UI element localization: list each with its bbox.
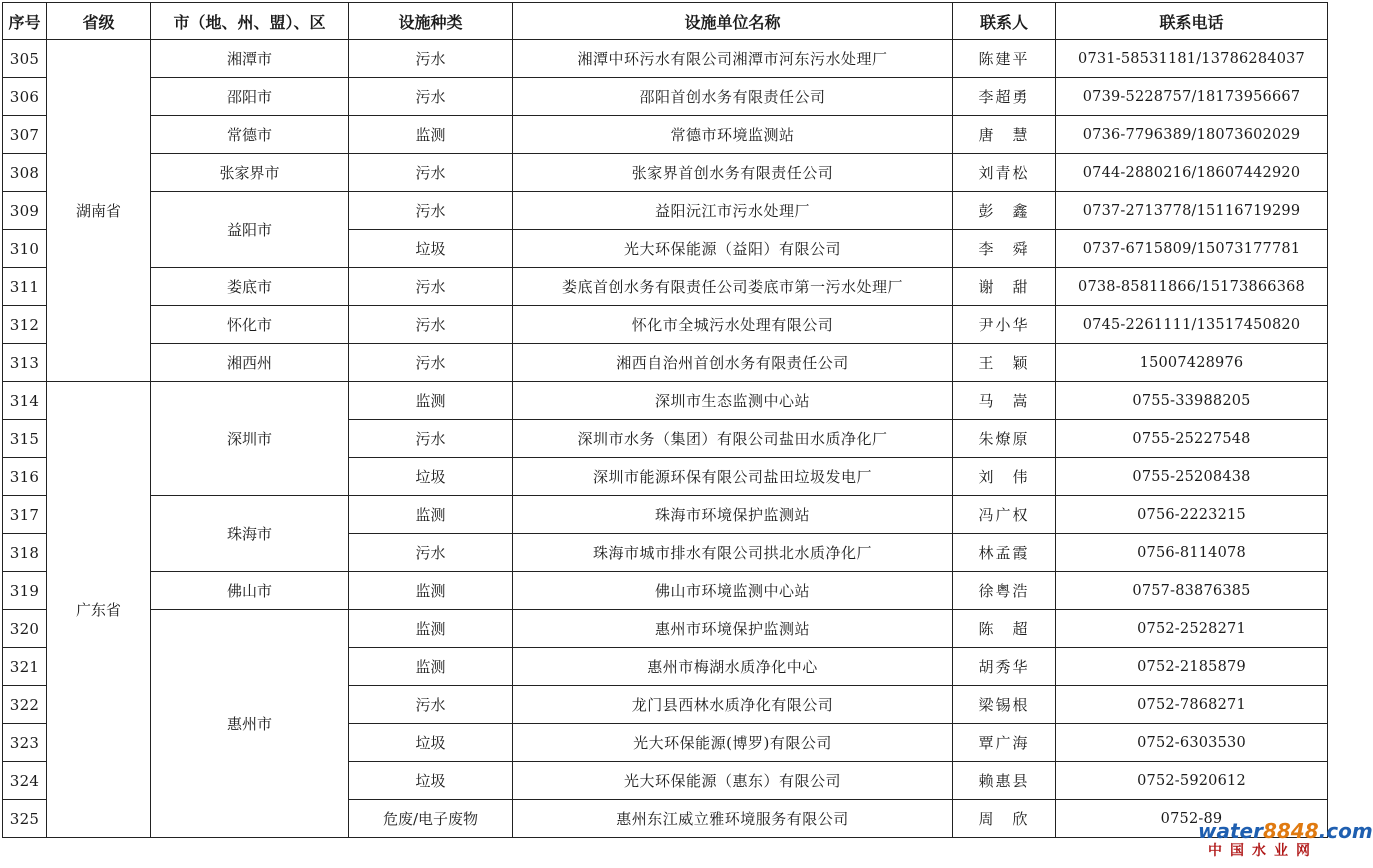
row-number: 306	[3, 78, 47, 116]
table-row	[3, 268, 1328, 306]
city-cell: 怀化市	[151, 306, 349, 344]
contact-cell: 赖惠县	[953, 762, 1056, 800]
row-number: 315	[3, 420, 47, 458]
phone-cell: 0752-7868271	[1056, 686, 1328, 724]
facility-name-cell: 邵阳首创水务有限责任公司	[513, 78, 953, 116]
facility-type-cell: 污水	[349, 268, 513, 306]
facility-type-cell: 监测	[349, 610, 513, 648]
city-cell: 邵阳市	[151, 78, 349, 116]
contact-cell: 周 欣	[953, 800, 1056, 838]
watermark-logo	[1198, 819, 1373, 843]
phone-cell: 0755-33988205	[1056, 382, 1328, 420]
table-row	[3, 40, 1328, 78]
facility-type-cell: 垃圾	[349, 230, 513, 268]
phone-cell: 0755-25208438	[1056, 458, 1328, 496]
header-province: 省级	[47, 3, 151, 40]
phone-cell: 0737-6715809/15073177781	[1056, 230, 1328, 268]
watermark-logo-number: 8848	[1262, 819, 1319, 843]
phone-cell: 0739-5228757/18173956667	[1056, 78, 1328, 116]
header-name: 设施单位名称	[513, 3, 953, 40]
facility-name-cell: 惠州市环境保护监测站	[513, 610, 953, 648]
row-number: 322	[3, 686, 47, 724]
phone-cell: 0731-58531181/13786284037	[1056, 40, 1328, 78]
phone-cell: 0752-6303530	[1056, 724, 1328, 762]
phone-cell: 0738-85811866/15173866368	[1056, 268, 1328, 306]
row-number: 320	[3, 610, 47, 648]
row-number: 312	[3, 306, 47, 344]
city-cell: 张家界市	[151, 154, 349, 192]
facility-name-cell: 光大环保能源（惠东）有限公司	[513, 762, 953, 800]
row-number: 321	[3, 648, 47, 686]
facility-name-cell: 深圳市能源环保有限公司盐田垃圾发电厂	[513, 458, 953, 496]
row-number: 309	[3, 192, 47, 230]
city-cell: 湘潭市	[151, 40, 349, 78]
row-number: 319	[3, 572, 47, 610]
facility-name-cell: 珠海市城市排水有限公司拱北水质净化厂	[513, 534, 953, 572]
contact-cell: 朱燎原	[953, 420, 1056, 458]
header-contact: 联系人	[953, 3, 1056, 40]
phone-cell: 0756-2223215	[1056, 496, 1328, 534]
contact-cell: 王 颖	[953, 344, 1056, 382]
row-number: 314	[3, 382, 47, 420]
watermark-logo-word: water	[1198, 819, 1263, 843]
facility-type-cell: 污水	[349, 192, 513, 230]
contact-cell: 尹小华	[953, 306, 1056, 344]
phone-cell: 0745-2261111/13517450820	[1056, 306, 1328, 344]
header-city: 市（地、州、盟）、区	[151, 3, 349, 40]
facility-type-cell: 监测	[349, 116, 513, 154]
facility-type-cell: 污水	[349, 306, 513, 344]
phone-cell: 15007428976	[1056, 344, 1328, 382]
header-type: 设施种类	[349, 3, 513, 40]
contact-cell: 彭 鑫	[953, 192, 1056, 230]
row-number: 317	[3, 496, 47, 534]
contact-cell: 林孟霞	[953, 534, 1056, 572]
facility-type-cell: 污水	[349, 686, 513, 724]
province-cell: 广东省	[47, 382, 151, 838]
facility-name-cell: 光大环保能源（益阳）有限公司	[513, 230, 953, 268]
table-row	[3, 78, 1328, 116]
table-row	[3, 496, 1328, 534]
phone-cell: 0752-5920612	[1056, 762, 1328, 800]
facility-name-cell: 湘潭中环污水有限公司湘潭市河东污水处理厂	[513, 40, 953, 78]
contact-cell: 唐 慧	[953, 116, 1056, 154]
city-cell: 湘西州	[151, 344, 349, 382]
phone-cell: 0736-7796389/18073602029	[1056, 116, 1328, 154]
table-row	[3, 382, 1328, 420]
phone-cell: 0752-2185879	[1056, 648, 1328, 686]
table-row	[3, 306, 1328, 344]
site-watermark	[1198, 819, 1373, 864]
contact-cell: 陈 超	[953, 610, 1056, 648]
contact-cell: 胡秀华	[953, 648, 1056, 686]
phone-cell: 0757-83876385	[1056, 572, 1328, 610]
row-number: 316	[3, 458, 47, 496]
facility-type-cell: 污水	[349, 154, 513, 192]
header-phone: 联系电话	[1056, 3, 1328, 40]
table-row	[3, 116, 1328, 154]
phone-cell: 0737-2713778/15116719299	[1056, 192, 1328, 230]
table-header-row	[3, 3, 1328, 40]
facility-type-cell: 垃圾	[349, 724, 513, 762]
facility-contact-table	[2, 2, 1328, 838]
province-cell: 湖南省	[47, 40, 151, 382]
contact-cell: 马 嵩	[953, 382, 1056, 420]
contact-cell: 李 舜	[953, 230, 1056, 268]
facility-type-cell: 污水	[349, 344, 513, 382]
city-cell: 娄底市	[151, 268, 349, 306]
facility-type-cell: 监测	[349, 382, 513, 420]
facility-name-cell: 益阳沅江市污水处理厂	[513, 192, 953, 230]
facility-name-cell: 惠州市梅湖水质净化中心	[513, 648, 953, 686]
phone-cell: 0752-2528271	[1056, 610, 1328, 648]
phone-cell: 0756-8114078	[1056, 534, 1328, 572]
facility-type-cell: 污水	[349, 78, 513, 116]
facility-name-cell: 常德市环境监测站	[513, 116, 953, 154]
city-cell: 益阳市	[151, 192, 349, 268]
header-no: 序号	[3, 3, 47, 40]
facility-name-cell: 深圳市水务（集团）有限公司盐田水质净化厂	[513, 420, 953, 458]
facility-type-cell: 垃圾	[349, 458, 513, 496]
facility-type-cell: 监测	[349, 572, 513, 610]
phone-cell: 0752-89	[1056, 800, 1328, 838]
facility-name-cell: 光大环保能源(博罗)有限公司	[513, 724, 953, 762]
row-number: 323	[3, 724, 47, 762]
contact-cell: 谢 甜	[953, 268, 1056, 306]
table-row	[3, 154, 1328, 192]
table-row	[3, 344, 1328, 382]
table-row	[3, 572, 1328, 610]
row-number: 318	[3, 534, 47, 572]
facility-type-cell: 危废/电子废物	[349, 800, 513, 838]
contact-cell: 梁锡根	[953, 686, 1056, 724]
facility-name-cell: 龙门县西林水质净化有限公司	[513, 686, 953, 724]
contact-cell: 覃广海	[953, 724, 1056, 762]
city-cell: 佛山市	[151, 572, 349, 610]
city-cell: 常德市	[151, 116, 349, 154]
facility-name-cell: 佛山市环境监测中心站	[513, 572, 953, 610]
contact-cell: 刘青松	[953, 154, 1056, 192]
city-cell: 深圳市	[151, 382, 349, 496]
row-number: 311	[3, 268, 47, 306]
facility-name-cell: 娄底首创水务有限责任公司娄底市第一污水处理厂	[513, 268, 953, 306]
facility-name-cell: 深圳市生态监测中心站	[513, 382, 953, 420]
table-row	[3, 610, 1328, 648]
facility-name-cell: 怀化市全城污水处理有限公司	[513, 306, 953, 344]
row-number: 310	[3, 230, 47, 268]
watermark-logo-suffix: .com	[1318, 819, 1373, 843]
phone-cell: 0744-2880216/18607442920	[1056, 154, 1328, 192]
row-number: 308	[3, 154, 47, 192]
facility-type-cell: 垃圾	[349, 762, 513, 800]
facility-name-cell: 惠州东江威立雅环境服务有限公司	[513, 800, 953, 838]
row-number: 324	[3, 762, 47, 800]
city-cell: 珠海市	[151, 496, 349, 572]
watermark-chinese-name: 中国水业网	[1208, 843, 1318, 859]
facility-name-cell: 珠海市环境保护监测站	[513, 496, 953, 534]
contact-cell: 陈建平	[953, 40, 1056, 78]
city-cell: 惠州市	[151, 610, 349, 838]
contact-cell: 刘 伟	[953, 458, 1056, 496]
facility-type-cell: 监测	[349, 648, 513, 686]
row-number: 313	[3, 344, 47, 382]
row-number: 305	[3, 40, 47, 78]
phone-cell: 0755-25227548	[1056, 420, 1328, 458]
facility-type-cell: 污水	[349, 40, 513, 78]
facility-type-cell: 污水	[349, 420, 513, 458]
contact-cell: 李超勇	[953, 78, 1056, 116]
row-number: 307	[3, 116, 47, 154]
facility-type-cell: 污水	[349, 534, 513, 572]
facility-type-cell: 监测	[349, 496, 513, 534]
row-number: 325	[3, 800, 47, 838]
contact-cell: 徐粤浩	[953, 572, 1056, 610]
contact-cell: 冯广权	[953, 496, 1056, 534]
facility-name-cell: 湘西自治州首创水务有限责任公司	[513, 344, 953, 382]
table-row	[3, 192, 1328, 230]
facility-name-cell: 张家界首创水务有限责任公司	[513, 154, 953, 192]
